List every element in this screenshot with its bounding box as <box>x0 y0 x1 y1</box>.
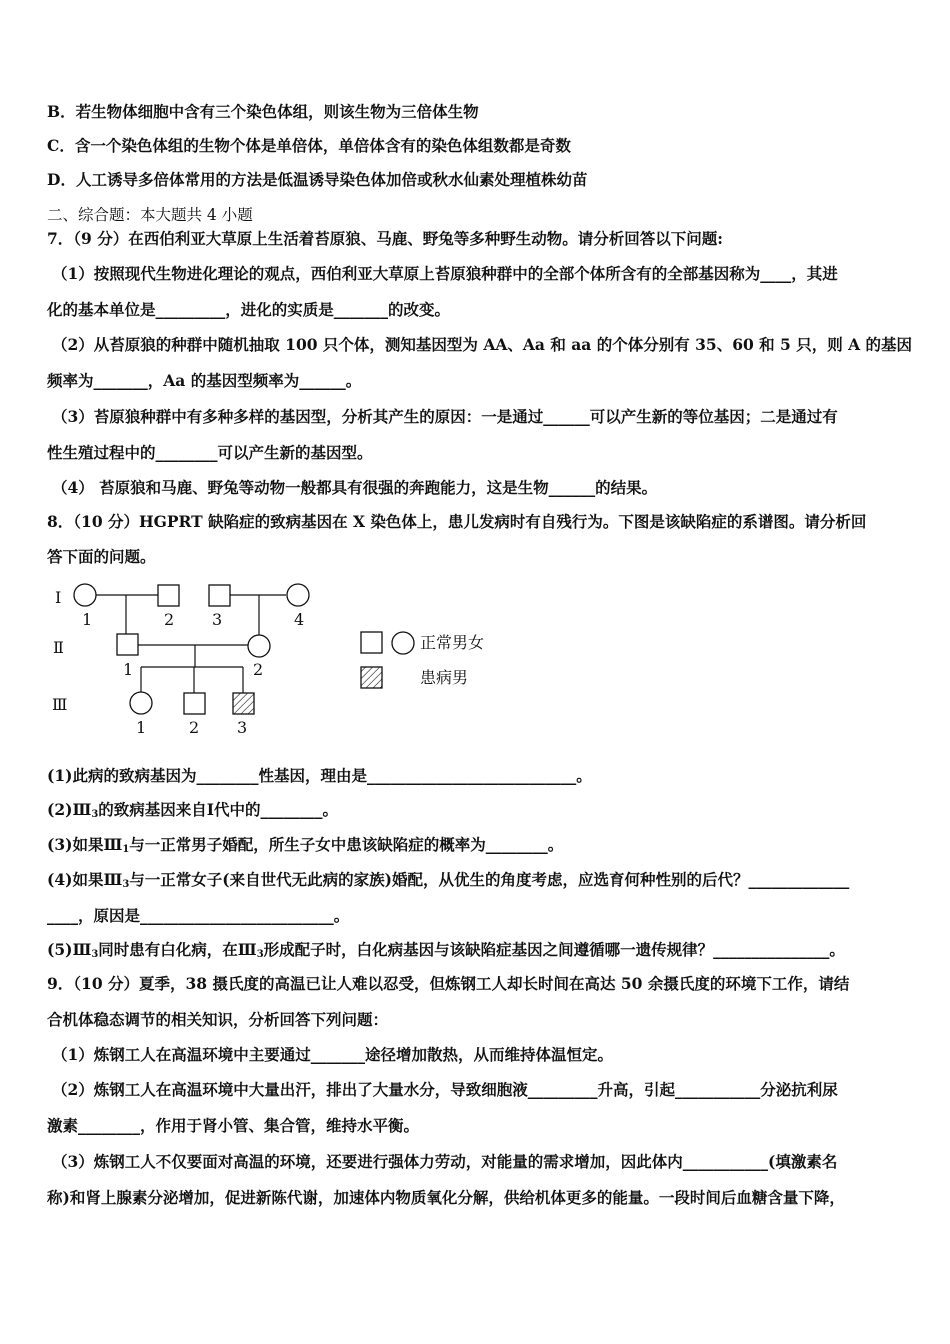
q8-sub1: (1)此病的致病基因为________性基因，理由是___________________________。 <box>47 766 592 785</box>
q8-sub3 <box>47 834 907 861</box>
pedigree-svg <box>40 575 560 745</box>
option-d: D．人工诱导多倍体常用的方法是低温诱导染色体加倍或秋水仙素处理植株幼苗 <box>47 170 588 189</box>
q7-part3-line2: 性生殖过程中的________可以产生新的基因型。 <box>47 443 373 462</box>
option-b: B．若生物体细胞中含有三个染色体组，则该生物为三倍体生物 <box>47 102 479 121</box>
legend-normal-label: 正常男女 <box>420 633 485 652</box>
q8-sub4-line2: ____，原因是_________________________。 <box>47 906 350 925</box>
q8-sub4-pre: (4)如果Ⅲ <box>47 870 123 889</box>
q8-sub3-post: 与一正常男子婚配，所生子女中患该缺陷症的概率为________。 <box>129 835 564 854</box>
q8-sub3-pre: (3)如果Ⅲ <box>47 835 123 854</box>
q9-part3-line1: （3）炼钢工人不仅要面对高温的环境，还要进行强体力劳动，对能量的需求增加，因此体内___________(填激素名 <box>52 1152 838 1171</box>
q8-sub5-pre: (5)Ⅲ <box>47 940 92 959</box>
legend-male-symbol <box>361 632 382 653</box>
q9-stem-line1: 9．（10 分）夏季，38 摄氏度的高温已让人难以忍受，但炼钢工人却长时间在高达 50 余摄氏度的环境下工作，请结 <box>47 974 850 993</box>
q8-sub2 <box>47 799 907 826</box>
i4-number: 4 <box>294 610 305 629</box>
q7-part1-line2: 化的基本单位是_________，进化的实质是_______的改变。 <box>47 300 451 319</box>
generation-2-label: Ⅱ <box>53 638 64 657</box>
q8-sub3-subscript: 1 <box>122 844 130 855</box>
section-heading: 二、综合题：本大题共 4 小题 <box>47 206 253 224</box>
legend-affected-label: 患病男 <box>420 668 469 687</box>
generation-3-label: Ⅲ <box>52 695 68 714</box>
individual-iii1-female <box>130 692 152 714</box>
q8-sub4-post: 与一正常女子(来自世代无此病的家族)婚配，从优生的角度考虑，应选育何种性别的后代？_____________ <box>129 870 850 889</box>
option-c: C．含一个染色体组的生物个体是单倍体，单倍体含有的染色体组数都是奇数 <box>47 136 571 155</box>
q9-part2-line1: （2）炼钢工人在高温环境中大量出汗，排出了大量水分，导致细胞液_________升高，引起___________分泌抗利尿 <box>52 1080 838 1099</box>
iii2-number: 2 <box>189 718 200 737</box>
q8-sub2-pre: (2)Ⅲ <box>47 800 92 819</box>
q8-sub5 <box>47 939 907 966</box>
individual-i2-male <box>158 585 179 606</box>
q7-stem: 7．（9 分）在西伯利亚大草原上生活着苔原狼、马鹿、野兔等多种野生动物。请分析回答以下问题: <box>47 229 723 248</box>
i3-number: 3 <box>212 610 223 629</box>
individual-i1-female <box>74 584 96 606</box>
individual-i4-female <box>287 584 309 606</box>
q7-part2-line1: （2）从苔原狼的种群中随机抽取 100 只个体，测知基因型为 AA、Aa 和 aa 的个体分别有 35、60 和 5 只，则 A 的基因 <box>52 335 913 354</box>
q8-sub4-line1 <box>47 869 907 896</box>
ii1-number: 1 <box>123 660 134 679</box>
q8-sub2-post: 的致病基因来自Ⅰ代中的________。 <box>98 800 339 819</box>
q7-part3-line1: （3）苔原狼种群中有多种多样的基因型，分析其产生的原因：一是通过______可以产生新的等位基因；二是通过有 <box>52 407 838 426</box>
q9-part3-line2: 称)和肾上腺素分泌增加，促进新陈代谢，加速体内物质氧化分解，供给机体更多的能量。一段时间后血糖含量下降， <box>47 1188 845 1207</box>
ii2-number: 2 <box>253 660 264 679</box>
legend-affected-symbol <box>361 667 382 688</box>
i1-number: 1 <box>82 610 93 629</box>
individual-ii1-male <box>117 634 138 655</box>
individual-ii2-female <box>248 635 270 657</box>
q9-part1: （1）炼钢工人在高温环境中主要通过_______途径增加散热，从而维持体温恒定。 <box>52 1045 614 1064</box>
i2-number: 2 <box>164 610 175 629</box>
q7-part4: （4） 苔原狼和马鹿、野兔等动物一般都具有很强的奔跑能力，这是生物______的结果。 <box>52 478 658 497</box>
individual-iii3-affected-male <box>233 693 254 714</box>
q7-part2-line2: 频率为_______，Aa 的基因型频率为______。 <box>47 371 362 390</box>
q8-sub5-post: 形成配子时，白化病基因与该缺陷症基因之间遵循哪一遗传规律？_______________。 <box>263 940 845 959</box>
q8-sub2-subscript: 3 <box>91 809 99 820</box>
pedigree-chart <box>40 575 560 745</box>
q8-sub4-subscript: 3 <box>122 879 130 890</box>
iii3-number: 3 <box>237 718 248 737</box>
generation-1-label: Ⅰ <box>55 588 62 607</box>
q8-sub5-subscript2: 3 <box>256 949 264 960</box>
individual-iii2-male <box>184 693 205 714</box>
q8-stem-line1: 8．（10 分）HGPRT 缺陷症的致病基因在 X 染色体上，患儿发病时有自残行为。下图是该缺陷症的系谱图。请分析回 <box>47 512 867 531</box>
q9-part2-line2: 激素________，作用于肾小管、集合管，维持水平衡。 <box>47 1116 420 1135</box>
legend-female-symbol <box>392 632 414 654</box>
individual-i3-male <box>209 585 230 606</box>
q7-part1-line1: （1）按照现代生物进化理论的观点，西伯利亚大草原上苔原狼种群中的全部个体所含有的全部基因称为____，其进 <box>52 264 838 283</box>
q8-sub5-mid: 同时患有白化病，在Ⅲ <box>98 940 257 959</box>
q9-stem-line2: 合机体稳态调节的相关知识，分析回答下列问题： <box>47 1010 389 1029</box>
iii1-number: 1 <box>136 718 147 737</box>
q8-sub5-subscript: 3 <box>91 949 99 960</box>
q8-stem-line2: 答下面的问题。 <box>47 547 156 566</box>
